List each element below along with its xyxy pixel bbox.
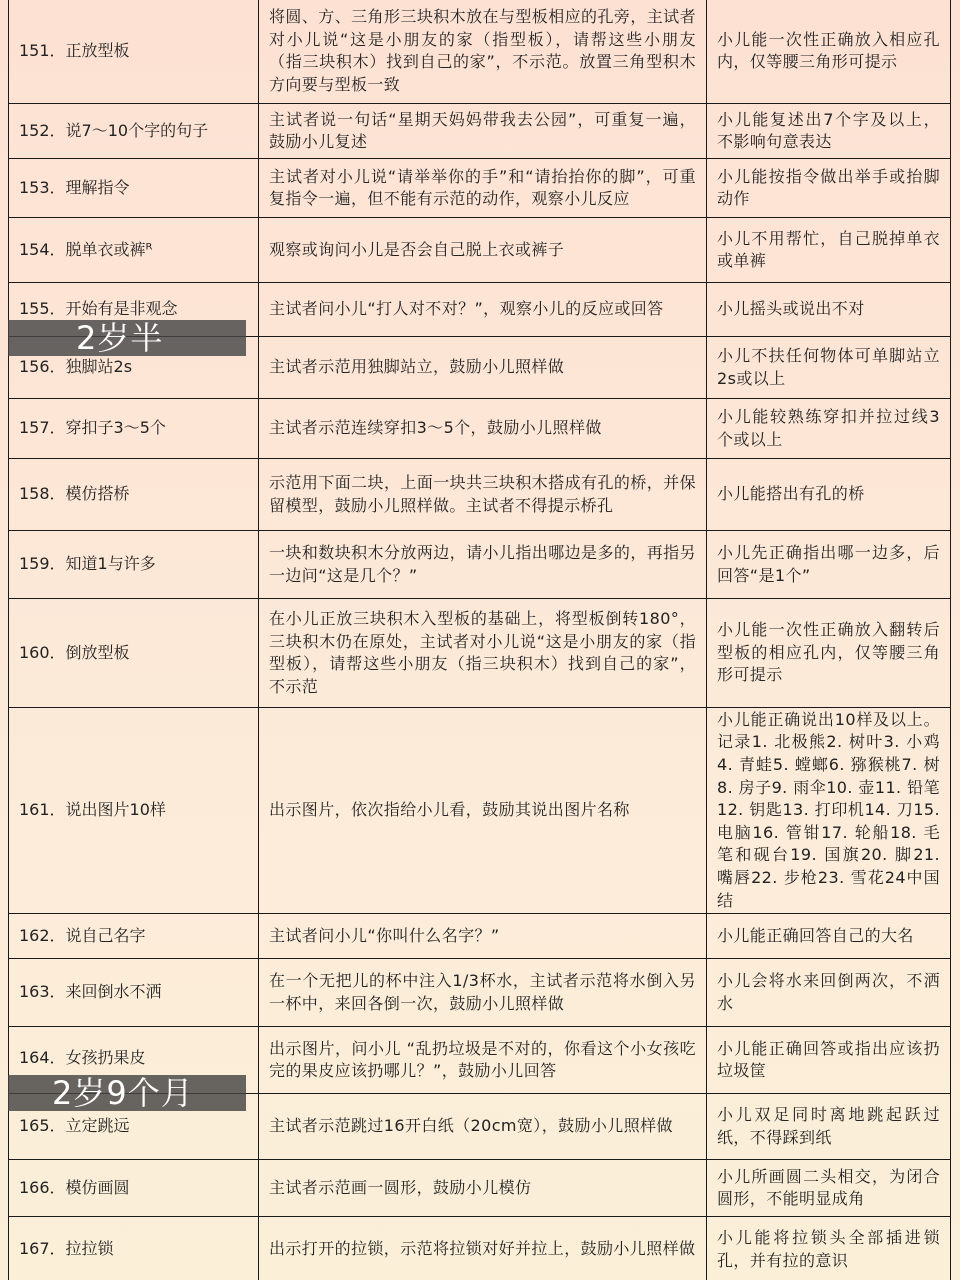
pass-criterion: 小儿不用帮忙，自己脱掉单衣或单裤 xyxy=(707,218,951,283)
item-name: 166．模仿画圆 xyxy=(9,1160,259,1217)
test-method: 主试者示范连续穿扣3～5个，鼓励小儿照样做 xyxy=(259,399,707,459)
pass-criterion: 小儿摇头或说出不对 xyxy=(707,283,951,337)
test-method: 出示打开的拉锁，示范将拉锁对好并拉上，鼓励小儿照样做 xyxy=(259,1217,707,1280)
item-name: 159．知道1与许多 xyxy=(9,531,259,599)
item-name: 165．立定跳远 xyxy=(9,1094,259,1160)
pass-criterion: 小儿能一次性正确放入相应孔内，仅等腰三角形可提示 xyxy=(707,0,951,104)
test-method: 出示图片，依次指给小儿看，鼓励其说出图片名称 xyxy=(259,708,707,914)
item-name: 156．独脚站2s xyxy=(9,337,259,399)
item-name: 160．倒放型板 xyxy=(9,599,259,708)
item-name: 155．开始有是非观念 xyxy=(9,283,259,337)
pass-criterion: 小儿能按指令做出举手或抬脚动作 xyxy=(707,159,951,218)
item-name: 163．来回倒水不洒 xyxy=(9,959,259,1027)
table-row xyxy=(9,1217,951,1280)
pass-criterion: 小儿能正确回答或指出应该扔垃圾筐 xyxy=(707,1027,951,1094)
pass-criterion: 小儿所画圆二头相交，为闭合圆形，不能明显成角 xyxy=(707,1160,951,1217)
test-method: 示范用下面二块，上面一块共三块积木搭成有孔的桥，并保留模型，鼓励小儿照样做。主试者不得提示桥孔 xyxy=(259,459,707,531)
item-name: 157．穿扣子3～5个 xyxy=(9,399,259,459)
test-method: 一块和数块积木分放两边，请小儿指出哪边是多的，再指另一边问“这是几个？” xyxy=(259,531,707,599)
item-name: 164．女孩扔果皮 xyxy=(9,1027,259,1094)
pass-criterion: 小儿能复述出7个字及以上，不影响句意表达 xyxy=(707,104,951,159)
pass-criterion: 小儿会将水来回倒两次，不洒水 xyxy=(707,959,951,1027)
table-row xyxy=(9,1160,951,1217)
age-label-2y6m: 2岁半 xyxy=(8,320,246,356)
pass-criterion: 小儿能搭出有孔的桥 xyxy=(707,459,951,531)
test-method: 主试者对小儿说“请举举你的手”和“请抬抬你的脚”，可重复指令一遍，但不能有示范的动作，观察小儿反应 xyxy=(259,159,707,218)
test-method: 将圆、方、三角形三块积木放在与型板相应的孔旁，主试者对小儿说“这是小朋友的家（指型板），请帮这些小朋友（指三块积木）找到自己的家”，不示范。放置三角型积木方向要与型板一致 xyxy=(259,0,707,104)
pass-criterion: 小儿不扶任何物体可单脚站立2s或以上 xyxy=(707,337,951,399)
table-row xyxy=(9,399,951,459)
test-method: 主试者示范用独脚站立，鼓励小儿照样做 xyxy=(259,337,707,399)
item-name: 161．说出图片10样 xyxy=(9,708,259,914)
item-name: 153．理解指令 xyxy=(9,159,259,218)
table-row xyxy=(9,459,951,531)
item-name: 162．说自己名字 xyxy=(9,914,259,959)
test-method: 主试者示范画一圆形，鼓励小儿模仿 xyxy=(259,1160,707,1217)
table-row xyxy=(9,159,951,218)
item-name: 154．脱单衣或裤ᴿ xyxy=(9,218,259,283)
test-method: 主试者问小儿“打人对不对？”，观察小儿的反应或回答 xyxy=(259,283,707,337)
item-name: 152．说7～10个字的句子 xyxy=(9,104,259,159)
table-row xyxy=(9,959,951,1027)
table-row xyxy=(9,104,951,159)
pass-criterion: 小儿能正确说出10样及以上。记录1. 北极熊2. 树叶3. 小鸡4. 青蛙5. 螳螂6. 猕猴桃7. 树8. 房子9. 雨伞10. 壶11. 铅笔12. 钥匙13. 打印机14. 刀15. 电脑16. 管钳17. 轮船18. 毛笔和砚台19. 国旗20. 脚21. 嘴唇22. 步枪23. 雪花24中国结 xyxy=(707,708,951,914)
age-label-2y9m: 2岁9个月 xyxy=(8,1075,246,1111)
table-row xyxy=(9,0,951,104)
table-row xyxy=(9,599,951,708)
test-method: 主试者示范跳过16开白纸（20cm宽），鼓励小儿照样做 xyxy=(259,1094,707,1160)
table-row xyxy=(9,531,951,599)
pass-criterion: 小儿能一次性正确放入翻转后型板的相应孔内，仅等腰三角形可提示 xyxy=(707,599,951,708)
test-method: 在一个无把儿的杯中注入1/3杯水，主试者示范将水倒入另一杯中，来回各倒一次，鼓励小儿照样做 xyxy=(259,959,707,1027)
item-name: 167．拉拉锁 xyxy=(9,1217,259,1280)
test-method: 主试者说一句话“星期天妈妈带我去公园”，可重复一遍，鼓励小儿复述 xyxy=(259,104,707,159)
item-name: 151．正放型板 xyxy=(9,0,259,104)
item-name: 158．模仿搭桥 xyxy=(9,459,259,531)
test-method: 观察或询问小儿是否会自己脱上衣或裤子 xyxy=(259,218,707,283)
table-row xyxy=(9,218,951,283)
test-method: 出示图片，问小儿 “乱扔垃圾是不对的，你看这个小女孩吃完的果皮应该扔哪儿？”，鼓励小儿回答 xyxy=(259,1027,707,1094)
table-row xyxy=(9,708,951,914)
pass-criterion: 小儿双足同时离地跳起跃过纸，不得踩到纸 xyxy=(707,1094,951,1160)
pass-criterion: 小儿能正确回答自己的大名 xyxy=(707,914,951,959)
table-row xyxy=(9,914,951,959)
pass-criterion: 小儿先正确指出哪一边多，后回答“是1个” xyxy=(707,531,951,599)
pass-criterion: 小儿能较熟练穿扣并拉过线3个或以上 xyxy=(707,399,951,459)
pass-criterion: 小儿能将拉锁头全部插进锁孔，并有拉的意识 xyxy=(707,1217,951,1280)
test-method: 主试者问小儿“你叫什么名字？” xyxy=(259,914,707,959)
test-method: 在小儿正放三块积木入型板的基础上，将型板倒转180°，三块积木仍在原处，主试者对小儿说“这是小朋友的家（指型板），请帮这些小朋友（指三块积木）找到自己的家”，不示范 xyxy=(259,599,707,708)
